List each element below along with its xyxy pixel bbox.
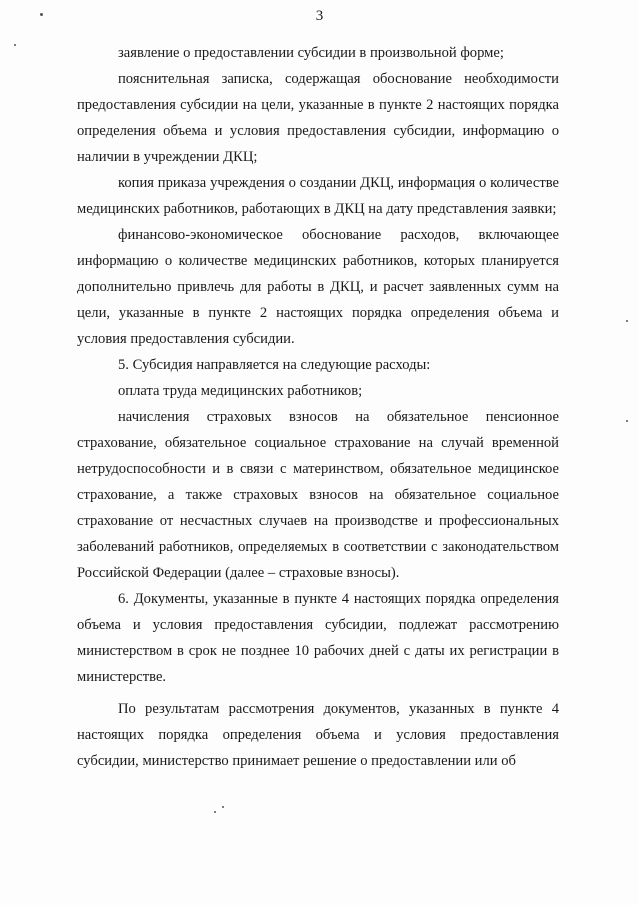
paragraph-section-6: 6. Документы, указанные в пункте 4 настоящих порядка определения объема и условия предоставления субсидии, подлежат рассмотрению министерством в срок не позднее 10 рабочих дней с даты их регистрации в министерстве. <box>77 591 559 685</box>
paragraph-salary: оплата труда медицинских работников; <box>118 383 363 399</box>
scan-speck <box>222 806 224 808</box>
page-number: 3 <box>315 8 324 24</box>
scan-speck <box>626 320 628 322</box>
paragraph-explanatory-note: пояснительная записка, содержащая обоснование необходимости предоставления субсидии на цели, указанные в пункте 2 настоящих порядка определения объема и условия предоставления субсидии, информацию о наличии в учреждении ДКЦ; <box>77 71 559 165</box>
paragraph-section-5: 5. Субсидия направляется на следующие расходы: <box>118 357 431 373</box>
paragraph-review-results: По результатам рассмотрения документов, указанных в пункте 4 настоящих порядка определения объема и условия предоставления субсидии, министерство принимает решение о предоставлении или об <box>77 701 559 769</box>
paragraph-order-copy: копия приказа учреждения о создании ДКЦ, информация о количестве медицинских работников, работающих в ДКЦ на дату представления заявки; <box>77 175 559 217</box>
scan-speck <box>214 811 216 813</box>
document-body <box>77 40 559 774</box>
scan-speck <box>40 13 43 16</box>
paragraph-application: заявление о предоставлении субсидии в произвольной форме; <box>118 45 504 61</box>
scan-speck <box>14 44 16 46</box>
scan-speck <box>626 420 628 422</box>
paragraph-insurance-contributions: начисления страховых взносов на обязательное пенсионное страхование, обязательное социальное страхование на случай временной нетрудоспособности и в связи с материнством, обязательное медицинское страхование, а также страховых взносов на обязательное социальное страхование от несчастных случаев на производстве и профессиональных заболеваний работников, определяемых в соответствии с законодательством Российской Федерации (далее – страховые взносы). <box>77 409 559 581</box>
paragraph-financial-justification: финансово-экономическое обоснование расходов, включающее информацию о количестве медицинских работников, которых планируется дополнительно привлечь для работы в ДКЦ, и расчет заявленных сумм на цели, указанные в пункте 2 настоящих порядка определения объема и условия предоставления субсидии. <box>77 227 559 347</box>
